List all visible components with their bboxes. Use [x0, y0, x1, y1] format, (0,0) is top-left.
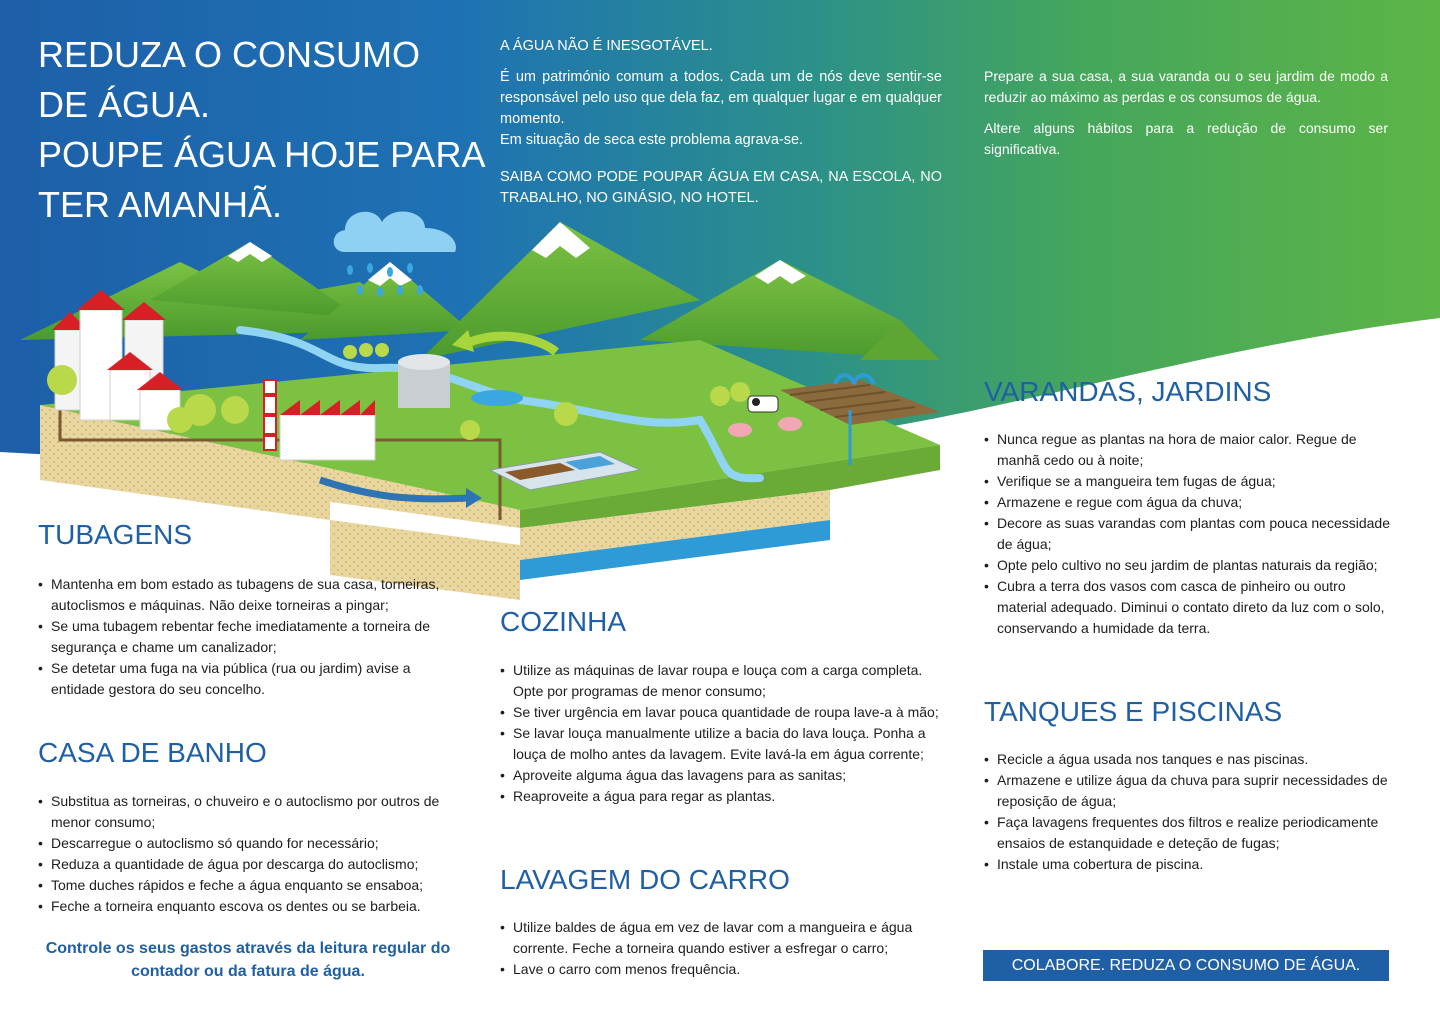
bullet-list	[984, 749, 1390, 875]
list-item: • Reduza a quantidade de água por descarga do autoclismo;	[38, 854, 468, 875]
list-item: • Recicle a água usada nos tanques e nas piscinas.	[984, 749, 1390, 770]
intro-paragraph: Em situação de seca este problema agrava-se.	[500, 132, 804, 148]
main-title-line: DE ÁGUA.	[38, 84, 211, 125]
bullet-list	[984, 429, 1390, 639]
intro-call-to-action: SAIBA COMO PODE POUPAR ÁGUA EM CASA, NA ESCOLA, NO TRABALHO, NO GINÁSIO, NO HOTEL.	[500, 169, 942, 206]
section-title: TUBAGENS	[38, 519, 193, 550]
section-title: CASA DE BANHO	[38, 737, 267, 768]
bullet-list	[500, 917, 942, 980]
main-title-line: TER AMANHÃ.	[38, 184, 283, 225]
closing-banner: COLABORE. REDUZA O CONSUMO DE ÁGUA.	[983, 950, 1389, 981]
list-item: • Lave o carro com menos frequência.	[500, 959, 942, 980]
section-lavagem-do-carro	[500, 863, 942, 980]
footnote: Controle os seus gastos através da leitura regular do contador ou da fatura de água.	[45, 940, 451, 980]
section-title: VARANDAS, JARDINS	[984, 376, 1272, 407]
list-item: • Nunca regue as plantas na hora de maior calor. Regue de manhã cedo ou à noite;	[984, 429, 1390, 471]
list-item: • Mantenha em bom estado as tubagens de sua casa, torneiras, autoclismos e máquinas. Não deixe torneiras a pingar;	[38, 574, 468, 616]
list-item: • Opte pelo cultivo no seu jardim de plantas naturais da região;	[984, 555, 1390, 576]
list-item: • Se lavar louça manualmente utilize a bacia do lava louça. Ponha a louça de molho antes da lavagem. Evite lavá-la em água corrente;	[500, 723, 942, 765]
list-item: • Reaproveite a água para regar as plantas.	[500, 786, 942, 807]
intro-block	[500, 36, 942, 209]
section-title: COZINHA	[500, 606, 626, 637]
list-item: • Faça lavagens frequentes dos filtros e realize periodicamente ensaios de estanquidade e deteção de fugas;	[984, 812, 1390, 854]
list-item: • Se detetar uma fuga na via pública (rua ou jardim) avise a entidade gestora do seu concelho.	[38, 658, 468, 700]
list-item: • Instale uma cobertura de piscina.	[984, 854, 1390, 875]
right-intro-paragraph: Altere alguns hábitos para a redução de consumo ser significativa.	[984, 120, 1388, 157]
list-item: • Armazene e utilize água da chuva para suprir necessidades de reposição de água;	[984, 770, 1390, 812]
main-title-line: REDUZA O CONSUMO	[38, 34, 421, 75]
list-item: • Substitua as torneiras, o chuveiro e o autoclismo por outros de menor consumo;	[38, 791, 468, 833]
list-item: • Se uma tubagem rebentar feche imediatamente a torneira de segurança e chame um canalizador;	[38, 616, 468, 658]
section-title: TANQUES E PISCINAS	[984, 696, 1283, 727]
list-item: • Se tiver urgência em lavar pouca quantidade de roupa lave-a à mão;	[500, 702, 942, 723]
bullet-list	[38, 791, 468, 917]
intro-paragraph: É um património comum a todos. Cada um de nós deve sentir-se responsável pelo uso que dela faz, em qualquer lugar e em qualquer momento.	[500, 69, 942, 127]
list-item: • Descarregue o autoclismo só quando for necessário;	[38, 833, 468, 854]
main-title-line: POUPE ÁGUA HOJE PARA	[38, 134, 486, 175]
section-cozinha	[500, 605, 942, 807]
right-intro-block	[984, 66, 1388, 170]
section-varandas-jardins	[984, 375, 1390, 639]
bullet-list	[500, 660, 942, 807]
list-item: • Decore as suas varandas com plantas com pouca necessidade de água;	[984, 513, 1390, 555]
list-item: • Utilize as máquinas de lavar roupa e louça com a carga completa. Opte por programas de menor consumo;	[500, 660, 942, 702]
section-title: LAVAGEM DO CARRO	[500, 864, 790, 895]
main-title	[38, 30, 486, 230]
section-tubagens	[38, 518, 468, 700]
list-item: • Armazene e regue com água da chuva;	[984, 492, 1390, 513]
list-item: • Aproveite alguma água das lavagens para as sanitas;	[500, 765, 942, 786]
section-tanques-e-piscinas	[984, 695, 1390, 875]
section-casa-de-banho	[38, 736, 468, 917]
right-intro-paragraph: Prepare a sua casa, a sua varanda ou o seu jardim de modo a reduzir ao máximo as perdas e os consumos de água.	[984, 68, 1388, 105]
bullet-list	[38, 574, 468, 700]
list-item: • Utilize baldes de água em vez de lavar com a mangueira e água corrente. Feche a torneira quando estiver a esfregar o carro;	[500, 917, 942, 959]
list-item: • Verifique se a mangueira tem fugas de água;	[984, 471, 1390, 492]
intro-heading: A ÁGUA NÃO É INESGOTÁVEL.	[500, 38, 713, 54]
list-item: • Feche a torneira enquanto escova os dentes ou se barbeia.	[38, 896, 468, 917]
list-item: • Tome duches rápidos e feche a água enquanto se ensaboa;	[38, 875, 468, 896]
list-item: • Cubra a terra dos vasos com casca de pinheiro ou outro material adequado. Diminui o contato direto da luz com o solo, conservando a humidade da terra.	[984, 576, 1390, 639]
reservoir	[471, 390, 523, 406]
